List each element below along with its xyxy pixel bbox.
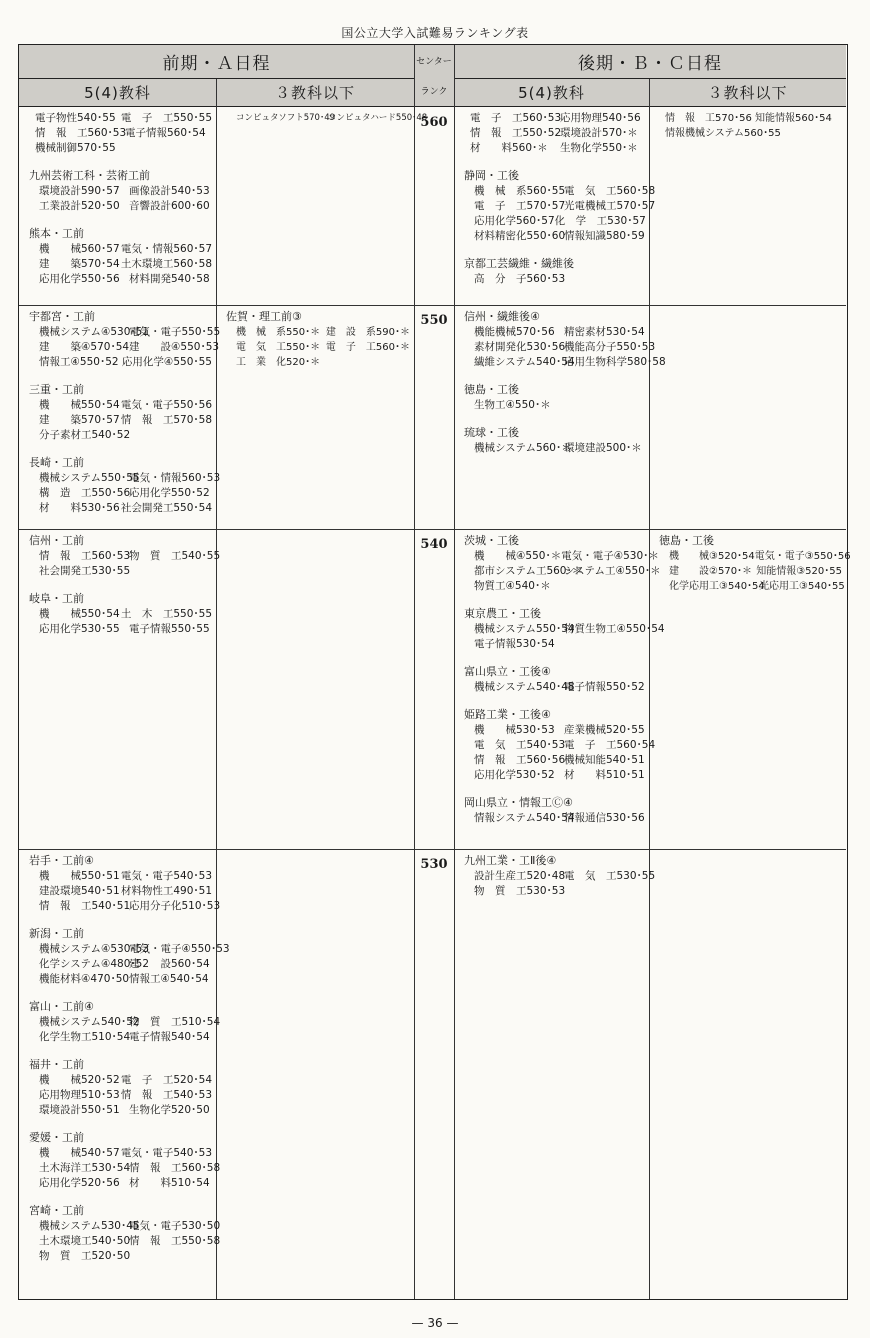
- department-row: [39, 471, 221, 486]
- department-score: 機械システム530･45: [39, 1220, 140, 1232]
- department-row: [39, 957, 212, 972]
- department-score: 建 築④570･54: [39, 341, 130, 353]
- department-score: 電 子 工560･53: [470, 112, 562, 124]
- department-row: [470, 111, 645, 126]
- university-entry: [464, 168, 656, 244]
- department-score: 機械システム550･54: [474, 623, 575, 635]
- department-score: 応用化学④550･55: [121, 356, 212, 368]
- department-score: 応用化学520･56: [39, 1177, 120, 1189]
- department-score: 電 子 工520･54: [120, 1074, 212, 1086]
- department-row: [39, 1146, 212, 1161]
- table-cell-kouki3: [649, 305, 846, 529]
- university-name: 宇都宮・工前: [29, 310, 95, 323]
- department-score: 電気・情報560･57: [120, 243, 212, 255]
- department-score: 環境設計590･57: [39, 185, 120, 197]
- department-row: [39, 549, 221, 564]
- department-score: 情 報 工540･51: [39, 900, 131, 912]
- department-row: [39, 942, 230, 957]
- table-cell-zenki5: [19, 529, 221, 849]
- department-score: 電子情報550･52: [564, 681, 645, 693]
- university-entry: [464, 795, 645, 826]
- university-name: 富山・工前④: [29, 1000, 94, 1013]
- university-name: 九州芸術工科・芸術工前: [29, 169, 150, 182]
- department-score: 社会開発工550･54: [120, 502, 212, 514]
- department-row: [474, 214, 645, 229]
- department-score: 材料精密化550･60: [474, 230, 566, 242]
- department-score: 構 造 工550･56: [39, 487, 131, 499]
- university-name: 愛媛・工前: [29, 1131, 84, 1144]
- center-header-bottom: ランク: [420, 87, 448, 98]
- department-score: 応用生物科学580･58: [564, 356, 666, 368]
- department-score: 材 料510･54: [129, 1177, 210, 1189]
- department-score: 電 気 工550･＊: [236, 342, 321, 353]
- university-entry: [464, 382, 645, 413]
- department-score: 土木環境工540･50: [39, 1235, 131, 1247]
- department-score: 化 学 工530･57: [554, 215, 646, 227]
- department-row: [39, 884, 212, 899]
- table-cell-zenki5: [19, 107, 216, 305]
- department-row: [39, 340, 220, 355]
- department-score: 電気・電子④550･53: [129, 943, 230, 955]
- university-entry: [464, 664, 645, 695]
- department-score: 材 料510･51: [564, 769, 645, 781]
- center-rank-value: 560: [420, 115, 448, 130]
- department-score: 電気・電子540･53: [120, 870, 212, 882]
- department-score: 応用化学530･52: [474, 769, 555, 781]
- department-score: 情報工④550･52: [39, 356, 119, 368]
- department-row: [474, 738, 656, 753]
- department-score: 精密素材530･54: [564, 326, 645, 338]
- department-score: 機械制御570･55: [35, 142, 116, 154]
- department-score: 工業設計520･50: [39, 200, 120, 212]
- table-cell-kouki3: [649, 107, 846, 305]
- department-score: 電 気 工540･53: [474, 739, 566, 751]
- table-cell-zenki3: [216, 849, 414, 1299]
- university-entry: [464, 853, 656, 899]
- department-score: 光電機械工570･57: [564, 200, 656, 212]
- department-row: [39, 607, 212, 622]
- table-cell-kouki5: [454, 849, 656, 1299]
- department-score: 情 報 工570･56: [665, 113, 752, 124]
- university-name: 熊本・工前: [29, 227, 84, 240]
- department-score: 材 料560･＊: [470, 142, 548, 154]
- university-name: 姫路工業・工後④: [464, 708, 551, 721]
- center-rank-value: 530: [420, 857, 448, 872]
- department-score: 音響設計600･60: [129, 200, 210, 212]
- department-score: 都市システム工560･＊: [474, 565, 583, 577]
- university-name: 福井・工前: [29, 1058, 84, 1071]
- table-cell-zenki3: [216, 305, 414, 529]
- department-score: 情報機械システム560･55: [665, 128, 781, 139]
- department-score: 応用物理540･56: [560, 112, 641, 124]
- department-score: 環境設計550･51: [39, 1104, 120, 1116]
- department-row: [474, 884, 645, 899]
- department-row: [39, 398, 212, 413]
- department-row: [39, 564, 212, 579]
- table-cell-kouki3: [649, 529, 851, 849]
- university-name: 信州・繊維後④: [464, 310, 540, 323]
- department-score: 応用化学550･56: [39, 273, 120, 285]
- department-score: 材料物性工490･51: [120, 885, 212, 897]
- department-row: [669, 564, 842, 579]
- department-score: 機械システム550･55: [39, 472, 140, 484]
- department-score: 物 質 工510･54: [129, 1016, 221, 1028]
- university-name: 新潟・工前: [29, 927, 84, 940]
- university-name: 富山県立・工後④: [464, 665, 551, 678]
- zenki-header: 前期・Ａ日程: [19, 45, 414, 79]
- department-row: [39, 899, 221, 914]
- university-entry: [464, 606, 665, 652]
- department-score: 電気・電子550･56: [120, 399, 212, 411]
- department-score: 電気・情報560･53: [129, 472, 221, 484]
- department-row: [669, 549, 851, 564]
- university-entry: [226, 309, 410, 370]
- department-score: 情 報 工560･58: [129, 1162, 221, 1174]
- department-row: [474, 549, 659, 564]
- center-rank-value: 550: [420, 313, 448, 328]
- university-entry: [29, 853, 221, 914]
- department-row: [39, 1219, 221, 1234]
- university-entry: [29, 309, 221, 370]
- university-entry: [29, 168, 212, 214]
- department-score: 情 報 工560･53: [39, 550, 131, 562]
- department-score: 電 子 工560･＊: [325, 342, 410, 353]
- university-entry: [29, 533, 221, 579]
- department-score: 化学応用工③540･54: [669, 581, 765, 592]
- university-name: 岐阜・工前: [29, 592, 84, 605]
- department-score: 分子素材工540･52: [39, 429, 131, 441]
- university-entry: [29, 455, 221, 516]
- department-row: [474, 869, 656, 884]
- department-score: 高 分 子560･53: [474, 273, 566, 285]
- department-score: 電気・電子540･53: [120, 1147, 212, 1159]
- center-header-top: センター: [416, 56, 452, 67]
- department-score: 情報工④540･54: [129, 973, 209, 985]
- department-row: [39, 1249, 212, 1264]
- department-row: [39, 1103, 212, 1118]
- table-cell-zenki3: [216, 107, 428, 305]
- department-score: 建 設④550･53: [129, 341, 220, 353]
- department-score: 化学システム④480･52: [39, 958, 150, 970]
- department-score: 物 質 工520･50: [39, 1250, 131, 1262]
- department-row: [39, 428, 212, 443]
- department-score: 機 械 系560･55: [474, 185, 566, 197]
- department-score: 情 報 工540･53: [120, 1089, 212, 1101]
- university-entry: [29, 1203, 221, 1264]
- university-entry: [659, 111, 842, 141]
- university-name: 信州・工前: [29, 534, 84, 547]
- department-row: [39, 869, 212, 884]
- department-row: [39, 1015, 221, 1030]
- department-score: 電 子 工560･54: [564, 739, 656, 751]
- university-name: 茨城・工後: [464, 534, 519, 547]
- department-row: [39, 272, 212, 287]
- department-score: 情報知識580･59: [564, 230, 645, 242]
- department-score: 情 報 工560･53: [35, 127, 127, 139]
- university-name: 徳島・工後: [659, 534, 714, 547]
- university-name: 岩手・工前④: [29, 854, 94, 867]
- department-score: 工 業 化520･＊: [236, 357, 321, 368]
- department-score: 機能機械570･56: [474, 326, 555, 338]
- department-score: 生物化学520･50: [129, 1104, 210, 1116]
- department-score: 物 質 工540･55: [129, 550, 221, 562]
- university-entry: [29, 591, 212, 637]
- university-name: 佐賀・理工前③: [226, 310, 302, 323]
- department-score: 電子情報560･54: [125, 127, 206, 139]
- department-score: 応用化学550･52: [129, 487, 210, 499]
- department-row: [474, 811, 645, 826]
- department-row: [474, 622, 665, 637]
- department-score: 機能高分子550･53: [564, 341, 656, 353]
- department-score: 応用物理510･53: [39, 1089, 120, 1101]
- department-row: [665, 126, 842, 141]
- department-score: 材料開発540･58: [129, 273, 210, 285]
- department-score: 生物化学550･＊: [560, 142, 638, 154]
- department-score: コンピュタハード550･48: [328, 113, 428, 123]
- department-row: [474, 184, 656, 199]
- center-rank-header: [414, 45, 454, 107]
- department-score: 応用分子化510･53: [129, 900, 221, 912]
- department-score: 物質生物工④550･54: [564, 623, 665, 635]
- department-score: 土木環境工560･58: [120, 258, 212, 270]
- table-cell-kouki5: [454, 529, 665, 849]
- university-entry: [29, 226, 212, 287]
- department-score: 環境建設500･＊: [564, 442, 642, 454]
- department-row: [474, 325, 645, 340]
- university-entry: [29, 1130, 221, 1191]
- department-row: [39, 1161, 221, 1176]
- university-entry: [464, 111, 645, 156]
- kouki-header: 後期・Ｂ・Ｃ日程: [454, 45, 846, 79]
- table-cell-zenki5: [19, 849, 230, 1299]
- department-score: 産業機械520･55: [564, 724, 645, 736]
- department-score: 電 気 工560･58: [564, 185, 656, 197]
- department-score: 電気・電子④530･＊: [561, 550, 659, 562]
- department-score: 電 子 工570･57: [474, 200, 566, 212]
- department-score: 機械システム④530･53: [39, 943, 150, 955]
- department-row: [474, 579, 645, 594]
- department-row: [39, 1030, 212, 1045]
- kouki-three-subjects-header: ３教科以下: [649, 79, 846, 107]
- department-score: 土 木 工550･55: [120, 608, 212, 620]
- department-score: 機能材料④470･50: [39, 973, 130, 985]
- department-score: 情 報 工550･52: [470, 127, 562, 139]
- kouki-five-subjects-header: 5(4)教科: [454, 79, 649, 107]
- department-score: 知能情報③520･55: [756, 566, 842, 577]
- university-name: 岡山県立・情報工Ⓒ④: [464, 796, 573, 809]
- department-score: 機 械550･51: [39, 870, 120, 882]
- department-row: [474, 398, 645, 413]
- department-row: [474, 355, 666, 370]
- university-name: 長崎・工前: [29, 456, 84, 469]
- department-score: 建 築570･54: [39, 258, 120, 270]
- university-entry: [464, 425, 645, 456]
- department-row: [236, 355, 410, 370]
- department-row: [39, 325, 221, 340]
- department-row: [474, 768, 645, 783]
- university-name: 琉球・工後: [464, 426, 519, 439]
- department-row: [39, 501, 212, 516]
- department-score: 電子情報540･54: [129, 1031, 210, 1043]
- department-score: 素材開発化530･56: [474, 341, 566, 353]
- department-score: 化学生物工510･54: [39, 1031, 131, 1043]
- department-row: [39, 413, 212, 428]
- department-score: 建設環境540･51: [39, 885, 120, 897]
- department-score: 機 械 系550･＊: [236, 327, 321, 338]
- university-name: 九州工業・工Ⅱ後④: [464, 854, 557, 867]
- department-score: 知能情報560･54: [755, 113, 832, 124]
- department-row: [236, 325, 410, 340]
- table-cell-kouki3: [649, 849, 846, 1299]
- department-score: 機 械550･54: [39, 399, 120, 411]
- department-score: 機 械540･57: [39, 1147, 120, 1159]
- department-row: [474, 637, 645, 652]
- department-row: [470, 126, 645, 141]
- university-entry: [464, 309, 666, 370]
- university-entry: [29, 111, 212, 156]
- department-row: [669, 579, 845, 594]
- department-row: [39, 486, 212, 501]
- department-score: 電 子 工550･55: [120, 112, 212, 124]
- department-score: コンピュタソフト570･49: [236, 113, 336, 123]
- department-score: 情 報 工550･58: [129, 1235, 221, 1247]
- department-row: [236, 111, 428, 126]
- department-score: 応用化学560･57: [474, 215, 555, 227]
- university-entry: [29, 926, 230, 987]
- table-cell-zenki5: [19, 305, 221, 529]
- department-score: 建 設 系590･＊: [325, 327, 410, 338]
- department-row: [474, 441, 645, 456]
- department-row: [474, 564, 661, 579]
- department-score: 電子情報550･55: [129, 623, 210, 635]
- department-row: [39, 199, 212, 214]
- university-entry: [659, 533, 851, 594]
- department-score: 情 報 工570･58: [120, 414, 212, 426]
- department-row: [39, 1234, 221, 1249]
- university-entry: [464, 533, 661, 594]
- center-rank-value: 540: [420, 537, 448, 552]
- department-score: 機 械③520･54: [669, 551, 755, 562]
- university-entry: [464, 256, 645, 287]
- department-row: [35, 126, 212, 141]
- table-cell-zenki3: [216, 529, 414, 849]
- department-score: 機械システム540･52: [39, 1016, 140, 1028]
- department-row: [665, 111, 842, 126]
- university-entry: [29, 999, 221, 1045]
- department-row: [474, 753, 645, 768]
- university-name: 宮崎・工前: [29, 1204, 84, 1217]
- department-score: 電気・電子550･55: [129, 326, 221, 338]
- department-score: 物質工④540･＊: [474, 580, 551, 592]
- department-score: 機械システム540･48: [474, 681, 575, 693]
- department-score: 機 械④550･＊: [474, 550, 562, 562]
- department-row: [474, 723, 645, 738]
- department-score: 情報システム540･54: [474, 812, 575, 824]
- department-row: [39, 355, 212, 370]
- page-number: — 36 —: [411, 1316, 459, 1330]
- ranking-table: [18, 44, 851, 1300]
- university-entry: [29, 1057, 212, 1118]
- department-score: 情報通信530･56: [564, 812, 645, 824]
- department-score: 設計生産工520･48: [474, 870, 566, 882]
- zenki-three-subjects-header: ３教科以下: [216, 79, 414, 107]
- department-score: 土木海洋工530･54: [39, 1162, 131, 1174]
- department-row: [39, 184, 212, 199]
- university-name: 三重・工前: [29, 383, 84, 396]
- department-score: 機 械550･54: [39, 608, 120, 620]
- department-score: 機 械520･52: [39, 1074, 120, 1086]
- department-row: [39, 242, 212, 257]
- department-row: [474, 229, 645, 244]
- department-row: [474, 199, 656, 214]
- department-row: [39, 1088, 212, 1103]
- university-entry: [226, 111, 428, 126]
- university-entry: [464, 707, 656, 783]
- table-cell-kouki5: [454, 305, 666, 529]
- department-row: [470, 141, 645, 156]
- department-score: 電気・電子③550･56: [754, 551, 851, 562]
- department-score: 応用化学530･55: [39, 623, 120, 635]
- department-score: 画像設計540･53: [129, 185, 210, 197]
- department-score: 社会開発工530･55: [39, 565, 131, 577]
- department-row: [39, 972, 212, 987]
- department-score: 光応用工③540･55: [759, 581, 845, 592]
- department-row: [39, 1073, 212, 1088]
- department-score: 建 設②570･＊: [669, 566, 753, 577]
- department-row: [35, 111, 212, 126]
- table-cell-kouki5: [454, 107, 656, 305]
- department-score: 電 気 工530･55: [564, 870, 656, 882]
- department-score: 環境設計570･＊: [560, 127, 638, 139]
- department-score: 材 料530･56: [39, 502, 120, 514]
- department-score: 電子物性540･55: [35, 112, 116, 124]
- department-score: 電子情報530･54: [474, 638, 555, 650]
- department-score: 機械知能540･51: [564, 754, 645, 766]
- page-title: 国公立大学入試難易ランキング表: [341, 26, 529, 40]
- department-score: 電気・電子530･50: [129, 1220, 221, 1232]
- university-name: 東京農工・工後: [464, 607, 541, 620]
- department-score: システム工④550･＊: [564, 565, 661, 577]
- zenki-five-subjects-header: 5(4)教科: [19, 79, 216, 107]
- university-name: 静岡・工後: [464, 169, 519, 182]
- department-score: 繊維システム540･54: [474, 356, 575, 368]
- department-row: [236, 340, 410, 355]
- university-entry: [29, 382, 212, 443]
- department-score: 建 設560･54: [129, 958, 210, 970]
- department-row: [39, 1176, 212, 1191]
- department-score: 機械システム④530･51: [39, 326, 150, 338]
- department-score: 情 報 工560･56: [474, 754, 566, 766]
- department-row: [35, 141, 212, 156]
- department-score: 生物工④550･＊: [474, 399, 551, 411]
- department-row: [39, 257, 212, 272]
- department-score: 物 質 工530･53: [474, 885, 566, 897]
- department-row: [39, 622, 212, 637]
- university-name: 京都工芸繊維・繊維後: [464, 257, 574, 270]
- department-row: [474, 680, 645, 695]
- department-score: 機 械530･53: [474, 724, 555, 736]
- department-score: 建 築570･57: [39, 414, 120, 426]
- department-row: [474, 340, 656, 355]
- department-row: [474, 272, 645, 287]
- department-score: 機 械560･57: [39, 243, 120, 255]
- university-name: 徳島・工後: [464, 383, 519, 396]
- department-score: 機械システム560･＊: [474, 442, 572, 454]
